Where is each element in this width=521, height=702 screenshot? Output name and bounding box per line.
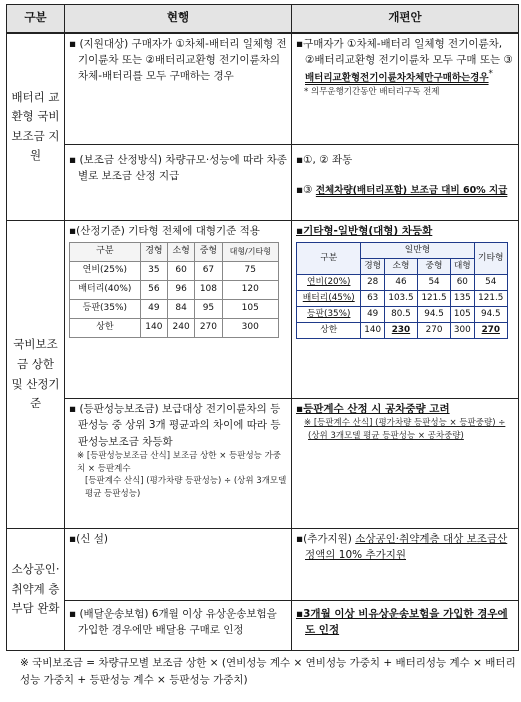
- new-cell: 94.5: [418, 307, 451, 323]
- battery-target-current: [65, 33, 292, 145]
- battery-target-new-highlight: 배터리교환형전기이륜차차체만구매하는경우: [305, 72, 489, 84]
- cur-cell: 84: [168, 300, 195, 319]
- table-row: [297, 323, 508, 339]
- new-cell: 135: [451, 291, 474, 307]
- battery-target-new-note: * 의무운행기간동안 배터리구독 전제: [304, 87, 440, 98]
- cur-cell: 96: [168, 281, 195, 300]
- new-cell: 105: [451, 307, 474, 323]
- limit-climb-current: [65, 399, 292, 529]
- smallbiz-extra-new-text: 소상공인·취약계층 대상 보조금산정액의 10% 추가지원: [305, 533, 508, 562]
- new-th-first: 구분: [297, 243, 361, 275]
- new-th-sub: 대형: [451, 259, 474, 275]
- new-cell: 140: [361, 323, 384, 339]
- cur-cell: 270: [195, 319, 222, 338]
- smallbiz-insurance-current-text: ▪ (배달운송보험) 6개월 이상 유상운송보험을 가입한 경우에만 배달용 구매로 인정: [69, 608, 277, 637]
- limit-standard-current-title: ▪(산정기준) 기타형 전체에 대형기준 적용: [69, 225, 260, 237]
- new-cell: 28: [361, 275, 384, 291]
- limit-standard-new: [292, 221, 519, 399]
- battery-method-new-b-prefix: ▪③: [296, 184, 316, 197]
- cur-cell: 240: [168, 319, 195, 338]
- cur-cell: 연비(25%): [70, 262, 141, 281]
- new-cell: 등판(35%): [297, 307, 361, 323]
- header-current: 현행: [65, 5, 292, 33]
- battery-method-current-text: ▪ (보조금 산정방식) 차량규모·성능에 따라 차종별로 보조금 산정 지급: [69, 154, 287, 183]
- cur-cell: 140: [140, 319, 167, 338]
- cur-th-2: 소형: [168, 243, 195, 262]
- new-cell: 300: [451, 323, 474, 339]
- cur-cell: 49: [140, 300, 167, 319]
- new-cell: 60: [451, 275, 474, 291]
- battery-target-new: [292, 33, 519, 145]
- cur-cell: 등판(35%): [70, 300, 141, 319]
- limit-climb-current-text: ▪ (등판성능보조금) 보급대상 전기이륜차의 등판성능 중 상위 3개 평균과의 차이에 따라 등판성능보조금 차등화: [69, 403, 281, 448]
- new-th-last: 기타형: [474, 243, 507, 275]
- smallbiz-insurance-current: [65, 601, 292, 651]
- header-category: 구분: [7, 5, 65, 33]
- new-cell: 63: [361, 291, 384, 307]
- new-cell: 230: [384, 323, 417, 339]
- limit-climb-new: [292, 399, 519, 529]
- battery-method-current: [65, 145, 292, 221]
- new-subsidy-table: [296, 242, 508, 339]
- new-cell: 49: [361, 307, 384, 323]
- smallbiz-insurance-new-text: ▪3개월 이상 비유상운송보험을 가입한 경우에도 인정: [296, 608, 508, 637]
- new-cell: 121.5: [474, 291, 507, 307]
- limit-climb-current-note2: [등판계수 산식] (평가차량 등판성능) ÷ (상위 3개모델 평균 등판성능): [85, 476, 287, 500]
- new-cell: 80.5: [384, 307, 417, 323]
- limit-climb-new-note1: ※ [등판계수 산식] (평가차량 등판성능 × 등판중량) ÷: [304, 418, 506, 429]
- limit-climb-current-note1: ※ [등판성능보조금 산식] 보조금 상한 × 등판성능 가중치 × 등판계수: [77, 450, 282, 474]
- table-row: [70, 262, 279, 281]
- new-cell: 상한: [297, 323, 361, 339]
- limit-standard-current: [65, 221, 292, 399]
- formula-footnote: ※ 국비보조금 = 차량규모별 보조금 상한 × (연비성능 계수 × 연비성능 가중치 + 배터리성능 계수 × 배터리성능 가중치 + 등판성능 계수 × 등판성능 가중치): [20, 657, 516, 686]
- new-th-group: 일반형: [361, 243, 474, 259]
- new-cell: 연비(20%): [297, 275, 361, 291]
- cur-cell: 67: [195, 262, 222, 281]
- category-limit: 국비보조 금 상한 및 산정기준: [7, 221, 65, 529]
- new-cell: 94.5: [474, 307, 507, 323]
- battery-method-new-a: ▪①, ② 좌동: [296, 154, 353, 166]
- cur-cell: 300: [222, 319, 278, 338]
- category-battery: 배터리 교환형 국비보조금 지원: [7, 33, 65, 221]
- new-cell: 46: [384, 275, 417, 291]
- new-cell: 103.5: [384, 291, 417, 307]
- smallbiz-extra-new: [292, 529, 519, 601]
- cur-th-3: 중형: [195, 243, 222, 262]
- cur-cell: 35: [140, 262, 167, 281]
- new-cell: 배터리(45%): [297, 291, 361, 307]
- category-smallbiz: 소상공인· 취약계 층 부담 완화: [7, 529, 65, 651]
- policy-comparison-table: [6, 4, 519, 651]
- new-th-sub: 경형: [361, 259, 384, 275]
- smallbiz-extra-current: [65, 529, 292, 601]
- battery-target-new-mark: *: [488, 69, 493, 80]
- battery-target-current-text: ▪ (지원대상) 구매자가 ①차체-배터리 일체형 전기이륜차 또는 ②배터리교환형 전기이륜차의 차체-배터리를 모두 구매하는 경우: [69, 37, 287, 83]
- smallbiz-extra-current-text: ▪(신 설): [69, 533, 108, 545]
- new-cell: 54: [474, 275, 507, 291]
- new-cell: 121.5: [418, 291, 451, 307]
- cur-cell: 105: [222, 300, 278, 319]
- table-row: [297, 307, 508, 323]
- new-th-sub: 소형: [384, 259, 417, 275]
- table-row: [70, 281, 279, 300]
- cur-cell: 배터리(40%): [70, 281, 141, 300]
- new-cell: 54: [418, 275, 451, 291]
- new-cell: 270: [474, 323, 507, 339]
- cur-cell: 60: [168, 262, 195, 281]
- cur-cell: 상한: [70, 319, 141, 338]
- cur-cell: 75: [222, 262, 278, 281]
- cur-cell: 120: [222, 281, 278, 300]
- table-row: [70, 319, 279, 338]
- cur-cell: 108: [195, 281, 222, 300]
- battery-method-new-b: 전체차량(배터리포함) 보조금 대비 60% 지급: [315, 185, 508, 197]
- cur-cell: 95: [195, 300, 222, 319]
- cur-cell: 56: [140, 281, 167, 300]
- new-th-sub: 중형: [418, 259, 451, 275]
- header-revision: 개편안: [292, 5, 519, 33]
- table-row: [297, 291, 508, 307]
- table-row: [70, 300, 279, 319]
- smallbiz-extra-new-prefix: ▪(추가지원): [296, 533, 356, 545]
- limit-climb-new-note2: (상위 3개모델 평균 등판성능 × 공차중량): [308, 431, 464, 442]
- smallbiz-insurance-new: [292, 601, 519, 651]
- table-row: [297, 275, 508, 291]
- battery-method-new: [292, 145, 519, 221]
- battery-target-new-text: ▪구매자가 ①차체-배터리 일체형 전기이륜차, ②배터리교환형 전기이륜차 모두 구매 또는 ③: [296, 37, 513, 66]
- cur-th-0: 구분: [70, 243, 141, 262]
- new-cell: 270: [418, 323, 451, 339]
- current-subsidy-table: [69, 242, 279, 338]
- limit-standard-new-title: ▪기타형-일반형(대형) 차등화: [296, 225, 433, 237]
- limit-climb-new-title: ▪등판계수 산정 시 공차중량 고려: [296, 403, 450, 415]
- cur-th-4: 대형/기타형: [222, 243, 278, 262]
- cur-th-1: 경형: [140, 243, 167, 262]
